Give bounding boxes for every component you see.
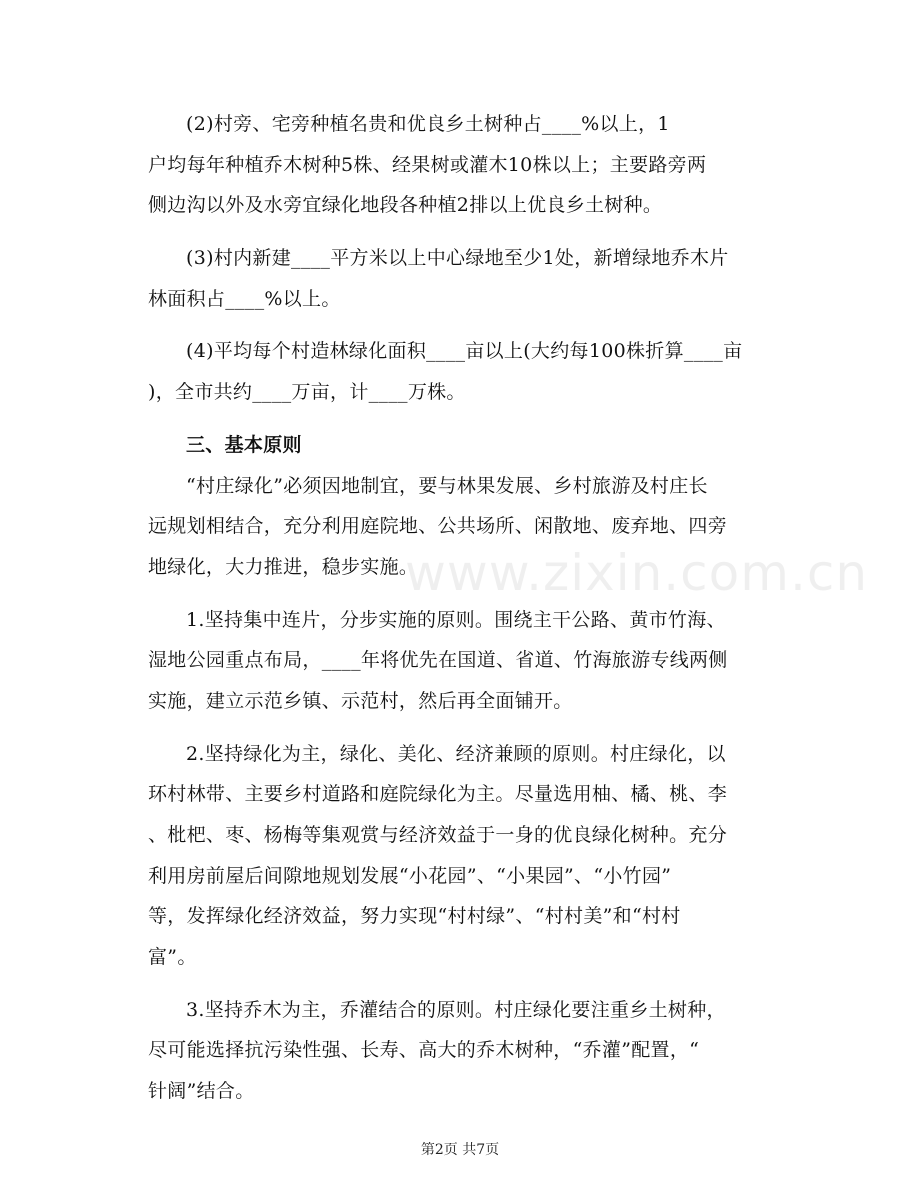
watermark: www.zixin.com.cn bbox=[405, 544, 869, 602]
text-line: (2)村旁、宅旁种植名贵和优良乡土树种占____%以上，1 bbox=[186, 113, 670, 135]
text-line: (4)平均每个村造林绿化面积____亩以上(大约每100株折算____亩 bbox=[186, 340, 743, 363]
paragraph-principle-2 bbox=[148, 734, 780, 978]
text-line: 远规划相结合，充分利用庭院地、公共场所、闲散地、废弃地、四旁 bbox=[148, 515, 728, 538]
text-line: )，全市共约____万亩，计____万株。 bbox=[148, 381, 466, 404]
section-heading bbox=[148, 425, 780, 466]
text-line: (3)村内新建____平方米以上中心绿地至少1处，新增绿地乔木片 bbox=[186, 247, 729, 270]
paragraph-item-3 bbox=[148, 238, 780, 319]
text-line: 1.坚持集中连片，分步实施的原则。围绕主干公路、黄市竹海、 bbox=[186, 608, 726, 631]
text-line: 户均每年种植乔木树种5株、经果树或灌木10株以上；主要路旁两 bbox=[148, 153, 707, 176]
text-line: 针阔”结合。 bbox=[148, 1080, 255, 1103]
text-line: 实施，建立示范乡镇、示范村，然后再全面铺开。 bbox=[148, 689, 573, 712]
text-line: 、枇杷、枣、杨梅等集观赏与经济效益于一身的优良绿化树种。充分 bbox=[148, 824, 728, 846]
body-text bbox=[148, 104, 780, 1112]
paragraph-intro bbox=[148, 466, 780, 588]
text-line: 富”。 bbox=[148, 946, 197, 969]
paragraph-item-4 bbox=[148, 331, 780, 412]
text-line: 林面积占____%以上。 bbox=[148, 287, 341, 310]
page-number-footer: 第2页 共7页 bbox=[420, 1142, 500, 1158]
text-line: 2.坚持绿化为主，绿化、美化、经济兼顾的原则。村庄绿化，以 bbox=[186, 742, 726, 765]
text-line: 侧边沟以外及水旁宜绿化地段各种植2排以上优良乡土树种。 bbox=[148, 194, 663, 217]
text-line: “村庄绿化”必须因地制宜，要与林果发展、乡村旅游及村庄长 bbox=[186, 474, 708, 497]
text-line: 利用房前屋后间隙地规划发展“小花园”、“小果园”、“小竹园” bbox=[148, 864, 672, 887]
text-line: 地绿化，大力推进，稳步实施。 bbox=[148, 555, 419, 578]
text-line: 尽可能选择抗污染性强、长寿、高大的乔木树种，“乔灌”配置，“ bbox=[148, 1039, 700, 1062]
text-line: 湿地公园重点布局，____年将优先在国道、省道、竹海旅游专线两侧 bbox=[148, 649, 728, 672]
text-line: 等，发挥绿化经济效益，努力实现“村村绿”、“村村美”和“村村 bbox=[148, 905, 681, 928]
text-line: 3.坚持乔木为主，乔灌结合的原则。村庄绿化要注重乡土树种， bbox=[186, 998, 726, 1021]
paragraph-principle-1 bbox=[148, 600, 780, 722]
heading-text: 三、基本原则 bbox=[186, 433, 302, 456]
paragraph-item-2 bbox=[148, 104, 780, 226]
paragraph-principle-3 bbox=[148, 990, 780, 1112]
text-line: 环村林带、主要乡村道路和庭院绿化为主。尽量选用柚、橘、桃、李 bbox=[148, 783, 728, 806]
